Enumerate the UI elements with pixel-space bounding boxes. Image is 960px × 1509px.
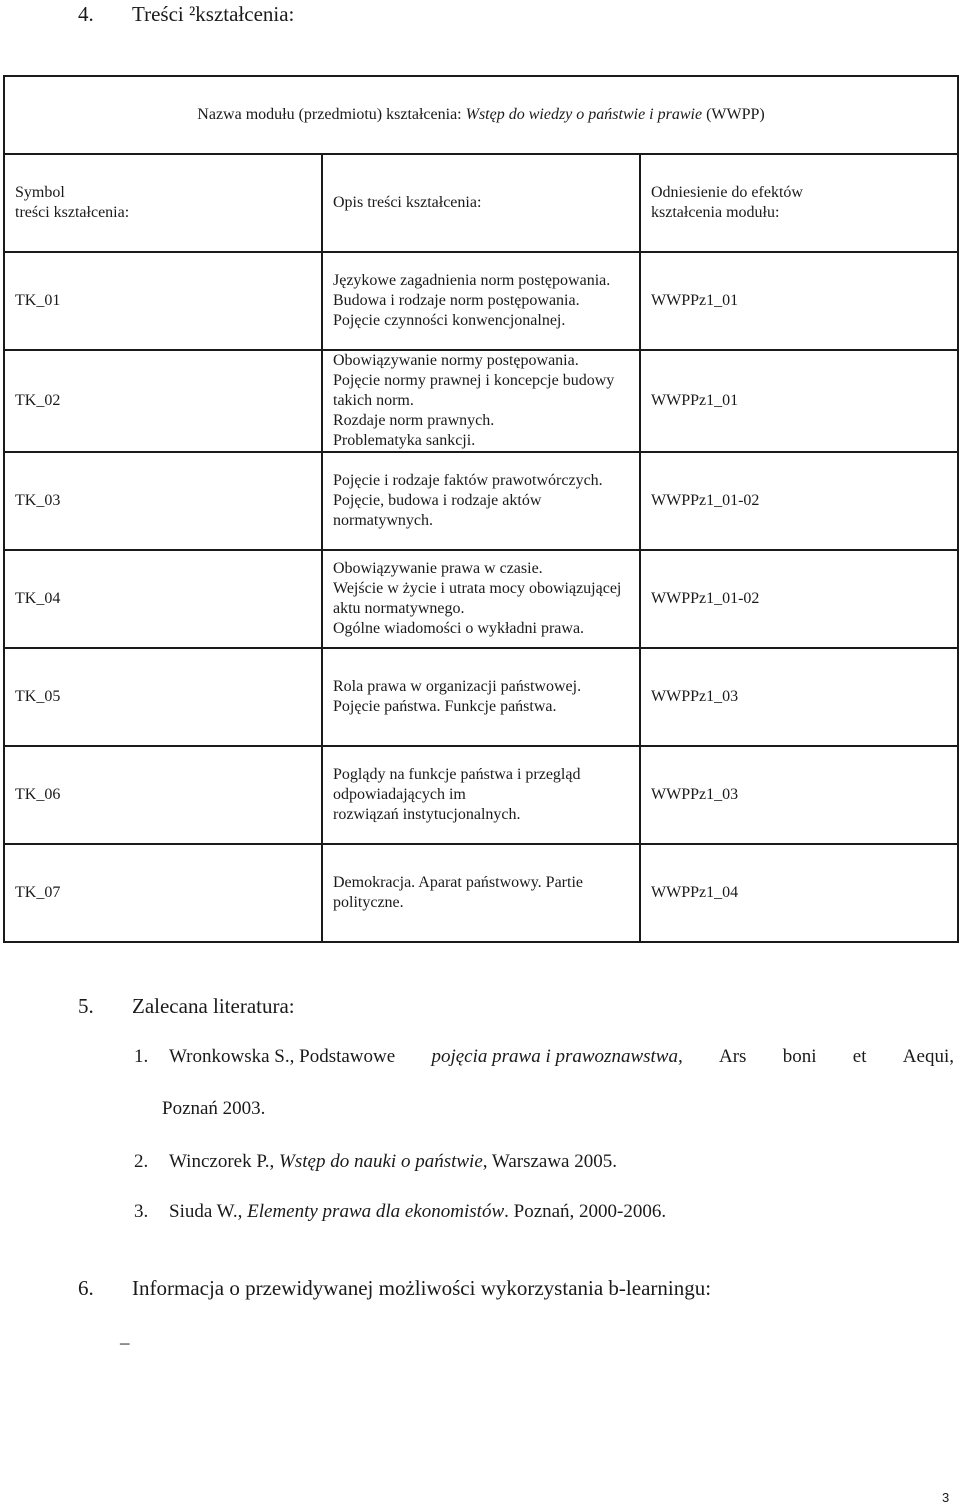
section-6-title: Informacja o przewidywanej możliwości wykorzystania b-learningu: — [132, 1276, 712, 1300]
row-description-line: Obowiązywanie prawa w czasie. — [333, 560, 543, 577]
literature-item-2-pub: , Warszawa 2005. — [482, 1151, 617, 1172]
literature-item-2-sep: , — [269, 1151, 280, 1172]
section-5-number: 5. — [78, 994, 94, 1018]
header-symbol — [4, 154, 322, 252]
row-description-line: Rola prawa w organizacji państwowej. — [333, 678, 582, 695]
row-description-line: Pojęcie, budowa i rodzaje aktów normatywnych. — [333, 492, 542, 529]
literature-item-1-pub-2: boni — [782, 1046, 817, 1067]
section-6-answer: _ — [120, 1326, 130, 1347]
table-title-prefix: Nazwa modułu (przedmiotu) kształcenia: — [197, 106, 466, 123]
row-symbol: TK_06 — [4, 746, 322, 844]
row-reference: WWPPz1_04 — [640, 844, 958, 942]
row-reference: WWPPz1_01 — [640, 252, 958, 350]
table-title — [4, 76, 958, 154]
row-description — [322, 452, 640, 550]
row-description-line: Obowiązywanie normy postępowania. — [333, 352, 579, 369]
literature-item-1-author: Wronkowska S. — [169, 1046, 290, 1067]
section-5-heading — [78, 994, 295, 1018]
row-description — [322, 350, 640, 452]
table-row — [4, 350, 958, 452]
page-number: 3 — [942, 1490, 950, 1505]
header-symbol-line1: Symbol — [15, 184, 65, 201]
row-symbol: TK_01 — [4, 252, 322, 350]
header-description: Opis treści kształcenia: — [322, 154, 640, 252]
literature-item-1 — [134, 1045, 954, 1069]
row-description-line: Pojęcie normy prawnej i koncepcje budowy takich norm. — [333, 372, 615, 409]
row-symbol: TK_02 — [4, 350, 322, 452]
row-reference: WWPPz1_03 — [640, 648, 958, 746]
table-row — [4, 844, 958, 942]
literature-item-1-pub-1: Ars — [719, 1046, 747, 1067]
row-description-line: rozwiązań instytucjonalnych. — [333, 806, 521, 823]
literature-item-3 — [134, 1200, 666, 1224]
row-symbol: TK_07 — [4, 844, 322, 942]
literature-item-2-number: 2. — [134, 1151, 149, 1172]
header-reference-line2: kształcenia modułu: — [651, 204, 780, 221]
table-row — [4, 550, 958, 648]
section-6-number: 6. — [78, 1276, 94, 1300]
row-description — [322, 550, 640, 648]
section-4-heading — [78, 2, 294, 26]
row-description-line: Językowe zagadnienia norm postępowania. — [333, 272, 611, 289]
module-name: Wstęp do wiedzy o państwie i prawie — [465, 106, 703, 123]
literature-item-3-title: Elementy prawa dla ekonomistów — [247, 1201, 505, 1222]
literature-item-2 — [134, 1150, 617, 1174]
content-table — [3, 75, 959, 943]
row-description-line: Budowa i rodzaje norm postępowania. — [333, 292, 580, 309]
literature-item-1-pub-3: et — [852, 1046, 867, 1067]
row-description-line: Rozdaje norm prawnych. — [333, 412, 495, 429]
header-reference — [640, 154, 958, 252]
literature-item-1-title: pojęcia prawa i prawoznawstwa, — [431, 1046, 683, 1067]
row-description — [322, 746, 640, 844]
row-reference: WWPPz1_01 — [640, 350, 958, 452]
row-description-line: Wejście w życie i utrata mocy obowiązującej aktu normatywnego. — [333, 580, 622, 617]
row-symbol: TK_03 — [4, 452, 322, 550]
row-reference: WWPPz1_01-02 — [640, 550, 958, 648]
literature-item-3-pub: . Poznań, 2000-2006. — [504, 1201, 667, 1222]
literature-item-1-continuation: Poznań 2003. — [162, 1098, 266, 1119]
row-description-line: Problematyka sankcji. — [333, 432, 476, 449]
header-symbol-line2: treści kształcenia: — [15, 204, 130, 221]
row-description-line: Pojęcie państwa. Funkcje państwa. — [333, 698, 557, 715]
table-row — [4, 252, 958, 350]
literature-item-1-sep: , — [289, 1046, 300, 1067]
module-abbrev: (WWPP) — [702, 106, 765, 123]
row-description — [322, 648, 640, 746]
table-row — [4, 746, 958, 844]
row-description — [322, 844, 640, 942]
literature-item-3-author: Siuda W. — [169, 1201, 238, 1222]
literature-item-2-title: Wstęp do nauki o państwie — [279, 1151, 483, 1172]
row-symbol: TK_04 — [4, 550, 322, 648]
section-4-title: Treści ²kształcenia: — [132, 2, 295, 26]
row-description-line: Ogólne wiadomości o wykładni prawa. — [333, 620, 585, 637]
table-row — [4, 452, 958, 550]
row-description-line: Pojęcie czynności konwencjonalnej. — [333, 312, 566, 329]
literature-item-2-author: Winczorek P. — [169, 1151, 270, 1172]
section-6-heading — [78, 1276, 711, 1300]
literature-item-1-title-plain: Podstawowe — [299, 1046, 396, 1067]
literature-item-3-sep: , — [237, 1201, 248, 1222]
section-5-title: Zalecana literatura: — [132, 994, 295, 1018]
row-symbol: TK_05 — [4, 648, 322, 746]
row-reference: WWPPz1_03 — [640, 746, 958, 844]
row-reference: WWPPz1_01-02 — [640, 452, 958, 550]
section-4-number: 4. — [78, 2, 94, 26]
row-description-line: Pojęcie i rodzaje faktów prawotwórczych. — [333, 472, 603, 489]
literature-item-3-number: 3. — [134, 1201, 149, 1222]
literature-item-1-number: 1. — [134, 1046, 149, 1067]
literature-item-1-pub-4: Aequi, — [902, 1046, 954, 1067]
row-description — [322, 252, 640, 350]
header-reference-line1: Odniesienie do efektów — [651, 184, 803, 201]
row-description-line: Poglądy na funkcje państwa i przegląd odpowiadających im — [333, 766, 581, 803]
row-description-line: Demokracja. Aparat państwowy. Partie polityczne. — [333, 874, 583, 911]
table-row — [4, 648, 958, 746]
